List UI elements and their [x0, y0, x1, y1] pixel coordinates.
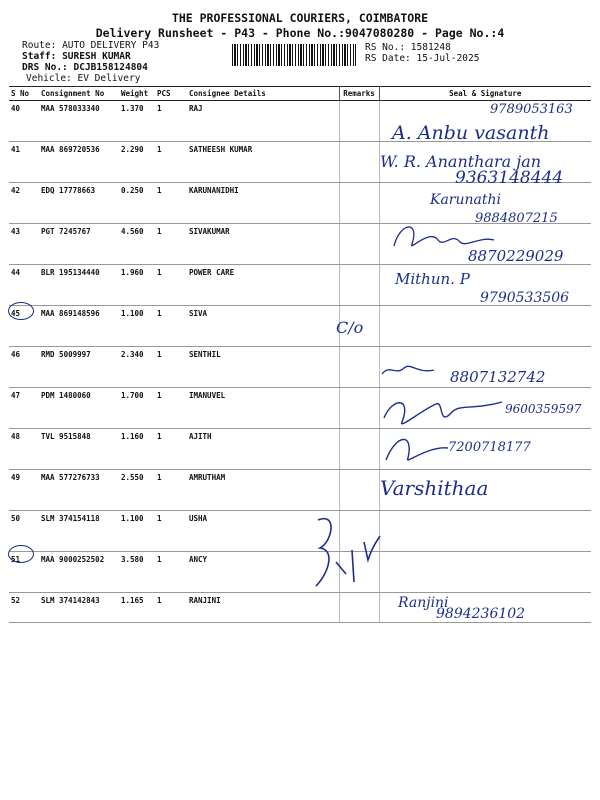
row-pcs: 1 — [155, 470, 187, 511]
row-consignee: SIVA — [187, 306, 339, 347]
handwritten-phone: 9789053163 — [490, 102, 573, 117]
row-sno: 52 — [9, 593, 39, 623]
row-weight: 1.160 — [119, 429, 155, 470]
row-weight: 2.550 — [119, 470, 155, 511]
signature-scribble — [306, 512, 386, 596]
handwritten-remark: C/o — [336, 318, 364, 337]
row-weight: 1.370 — [119, 101, 155, 142]
row-consignee: USHA — [187, 511, 339, 552]
row-remarks — [339, 265, 379, 306]
handwritten-phone: 7200718177 — [448, 440, 531, 455]
row-weight: 1.165 — [119, 593, 155, 623]
row-consignment-no: BLR 195134440 — [39, 265, 119, 306]
row-sno: 40 — [9, 101, 39, 142]
row-weight: 1.100 — [119, 511, 155, 552]
row-sno: 48 — [9, 429, 39, 470]
handwritten-signature: Ranjini — [398, 595, 449, 611]
row-pcs: 1 — [155, 265, 187, 306]
row-consignee: SATHEESH KUMAR — [187, 142, 339, 183]
row-sno: 46 — [9, 347, 39, 388]
handwritten-phone: 8807132742 — [450, 368, 546, 386]
row-remarks — [339, 347, 379, 388]
company-title: THE PROFESSIONAL COURIERS, COIMBATORE — [171, 11, 429, 25]
row-sno: 43 — [9, 224, 39, 265]
row-sno: 50 — [9, 511, 39, 552]
handwritten-phone: 9600359597 — [505, 402, 582, 416]
row-weight: 1.960 — [119, 265, 155, 306]
row-remarks — [339, 593, 379, 623]
row-consignment-no: EDQ 17778663 — [39, 183, 119, 224]
row-remarks — [339, 142, 379, 183]
col-seal: Seal & Signature — [379, 87, 591, 101]
handwritten-signature: W. R. Ananthara jan — [380, 152, 542, 171]
row-consignment-no: RMD 5009997 — [39, 347, 119, 388]
rs-date-line: RS Date: 15-Jul-2025 — [365, 53, 480, 64]
row-pcs: 1 — [155, 511, 187, 552]
row-sno: 47 — [9, 388, 39, 429]
row-consignee: POWER CARE — [187, 265, 339, 306]
row-consignment-no: MAA 577276733 — [39, 470, 119, 511]
row-45-circle-mark — [8, 302, 34, 320]
row-pcs: 1 — [155, 429, 187, 470]
row-pcs: 1 — [155, 593, 187, 623]
row-sno: 41 — [9, 142, 39, 183]
handwritten-signature: A. Anbu vasanth — [392, 122, 550, 144]
row-consignee: AJITH — [187, 429, 339, 470]
row-consignment-no: MAA 869720536 — [39, 142, 119, 183]
drs-line: DRS No.: DCJB158124804 — [22, 62, 148, 73]
row-consignment-no: TVL 9515848 — [39, 429, 119, 470]
row-pcs: 1 — [155, 142, 187, 183]
row-consignee: AMRUTHAM — [187, 470, 339, 511]
row-seal-signature — [379, 306, 591, 347]
row-51-circle-mark — [8, 545, 34, 563]
signature-scribble — [378, 430, 458, 466]
handwritten-signature: Karunathi — [430, 192, 501, 208]
row-weight: 3.580 — [119, 552, 155, 593]
row-consignment-no: MAA 869148596 — [39, 306, 119, 347]
table-row — [9, 552, 591, 593]
drs-barcode — [232, 44, 356, 66]
row-weight: 1.700 — [119, 388, 155, 429]
col-sno: S No — [9, 87, 39, 101]
row-pcs: 1 — [155, 347, 187, 388]
row-consignee: RAJ — [187, 101, 339, 142]
row-consignment-no: PDM 1480060 — [39, 388, 119, 429]
handwritten-phone: 9884807215 — [475, 211, 558, 226]
staff-line: Staff: SURESH KUMAR — [22, 51, 131, 62]
row-consignee: RANJINI — [187, 593, 339, 623]
row-remarks — [339, 183, 379, 224]
row-consignee: SIVAKUMAR — [187, 224, 339, 265]
row-consignment-no: SLM 374154118 — [39, 511, 119, 552]
vehicle-line: Vehicle: EV Delivery — [26, 73, 141, 84]
row-remarks — [339, 470, 379, 511]
row-consignee: KARUNANIDHI — [187, 183, 339, 224]
row-seal-signature — [379, 552, 591, 593]
table-row — [9, 511, 591, 552]
handwritten-phone: 9363148444 — [455, 168, 564, 188]
col-consignee: Consignee Details — [187, 87, 339, 101]
col-consignment: Consignment No — [39, 87, 119, 101]
row-sno: 42 — [9, 183, 39, 224]
row-remarks — [339, 388, 379, 429]
row-weight: 1.100 — [119, 306, 155, 347]
rs-no-line: RS No.: 1581248 — [365, 42, 451, 53]
col-remarks: Remarks — [339, 87, 379, 101]
row-sno: 49 — [9, 470, 39, 511]
row-seal-signature — [379, 511, 591, 552]
col-pcs: PCS — [155, 87, 187, 101]
handwritten-phone: 8870229029 — [468, 247, 564, 265]
handwritten-signature: Mithun. P — [395, 270, 470, 288]
table-row — [9, 306, 591, 347]
handwritten-phone: 9790533506 — [480, 290, 570, 306]
row-remarks — [339, 429, 379, 470]
row-pcs: 1 — [155, 552, 187, 593]
row-weight: 2.290 — [119, 142, 155, 183]
row-consignment-no: SLM 374142843 — [39, 593, 119, 623]
row-pcs: 1 — [155, 306, 187, 347]
table-header — [9, 87, 591, 101]
signature-scribble — [378, 358, 438, 380]
row-weight: 0.250 — [119, 183, 155, 224]
row-pcs: 1 — [155, 388, 187, 429]
row-sno: 44 — [9, 265, 39, 306]
row-weight: 4.560 — [119, 224, 155, 265]
row-sno: 51 — [9, 552, 39, 593]
col-weight: Weight — [119, 87, 155, 101]
row-consignee: SENTHIL — [187, 347, 339, 388]
row-consignee: IMANUVEL — [187, 388, 339, 429]
row-pcs: 1 — [155, 183, 187, 224]
row-remarks — [339, 224, 379, 265]
row-consignment-no: MAA 9000252502 — [39, 552, 119, 593]
row-remarks — [339, 101, 379, 142]
signature-scribble — [378, 392, 508, 432]
handwritten-signature: Varshithaa — [380, 476, 489, 500]
handwritten-phone: 9894236102 — [436, 606, 526, 622]
row-weight: 2.340 — [119, 347, 155, 388]
route-line: Route: AUTO DELIVERY P43 — [22, 40, 160, 51]
row-consignment-no: MAA 578033340 — [39, 101, 119, 142]
row-sno: 45 — [9, 306, 39, 347]
row-consignment-no: PGT 7245767 — [39, 224, 119, 265]
table-row — [9, 470, 591, 511]
row-consignee: ANCY — [187, 552, 339, 593]
runsheet-title: Delivery Runsheet - P43 - Phone No.:9047080280 - Page No.:4 — [95, 26, 505, 40]
row-pcs: 1 — [155, 224, 187, 265]
row-pcs: 1 — [155, 101, 187, 142]
